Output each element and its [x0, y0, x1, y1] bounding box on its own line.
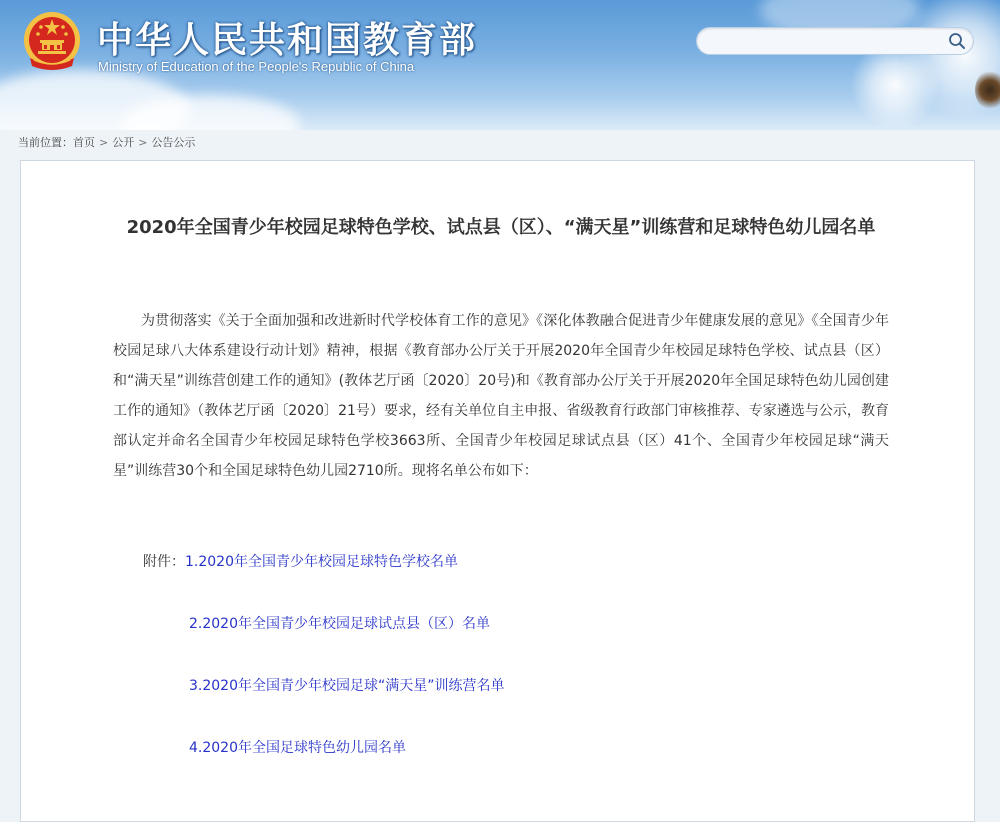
attachment-row	[189, 613, 490, 633]
attachments-label: 附件：	[143, 554, 185, 570]
attachment-row	[189, 737, 406, 757]
attachment-link-2[interactable]: 2.2020年全国青少年校园足球试点县（区）名单	[189, 616, 490, 632]
national-emblem-icon[interactable]	[22, 10, 82, 74]
breadcrumb-separator: >	[138, 136, 148, 149]
attachment-link-1[interactable]: 1.2020年全国青少年校园足球特色学校名单	[185, 554, 458, 570]
attachment-row	[143, 551, 458, 571]
breadcrumb-announcements[interactable]: 公告公示	[151, 136, 196, 149]
search-box	[696, 27, 974, 55]
attachment-link-4[interactable]: 4.2020年全国足球特色幼儿园名单	[189, 740, 406, 756]
search-icon[interactable]	[947, 31, 967, 51]
attachment-link-3[interactable]: 3.2020年全国青少年校园足球“满天星”训练营名单	[189, 678, 505, 694]
article-title: 2020年全国青少年校园足球特色学校、试点县（区）、“满天星”训练营和足球特色幼儿园名单	[126, 217, 876, 238]
article-body: 为贯彻落实《关于全面加强和改进新时代学校体育工作的意见》《深化体教融合促进青少年健康发展的意见》《全国青少年校园足球八大体系建设行动计划》精神，根据《教育部办公厅关于开展2020年全国青少年校园足球特色学校、试点县（区）和“满天星”训练营创建工作的通知》(教体艺厅函〔2020〕20号)和《教育部办公厅关于开展2020年全国足球特色幼儿园创建工作的通知》（教体艺厅函〔2020〕21号）要求，经有关单位自主申报、省级教育行政部门审核推荐、专家遴选与公示，教育部认定并命名全国青少年校园足球特色学校3663所、全国青少年校园足球试点县（区）41个、全国青少年校园足球“满天星”训练营30个和全国足球特色幼儿园2710所。现将名单公布如下：	[113, 313, 889, 479]
site-subtitle: Ministry of Education of the People's Republic of China	[98, 59, 415, 74]
site-header	[0, 0, 1000, 130]
dandelion-seed-decoration	[975, 70, 1000, 110]
breadcrumb	[18, 134, 195, 150]
article-container	[20, 160, 975, 822]
breadcrumb-home[interactable]: 首页	[73, 136, 95, 149]
attachment-row	[189, 675, 505, 695]
search-input[interactable]	[707, 31, 941, 53]
site-title[interactable]: 中华人民共和国教育部	[97, 20, 478, 61]
breadcrumb-separator: >	[99, 136, 109, 149]
breadcrumb-prefix: 当前位置：	[18, 136, 73, 149]
breadcrumb-open[interactable]: 公开	[112, 136, 135, 149]
